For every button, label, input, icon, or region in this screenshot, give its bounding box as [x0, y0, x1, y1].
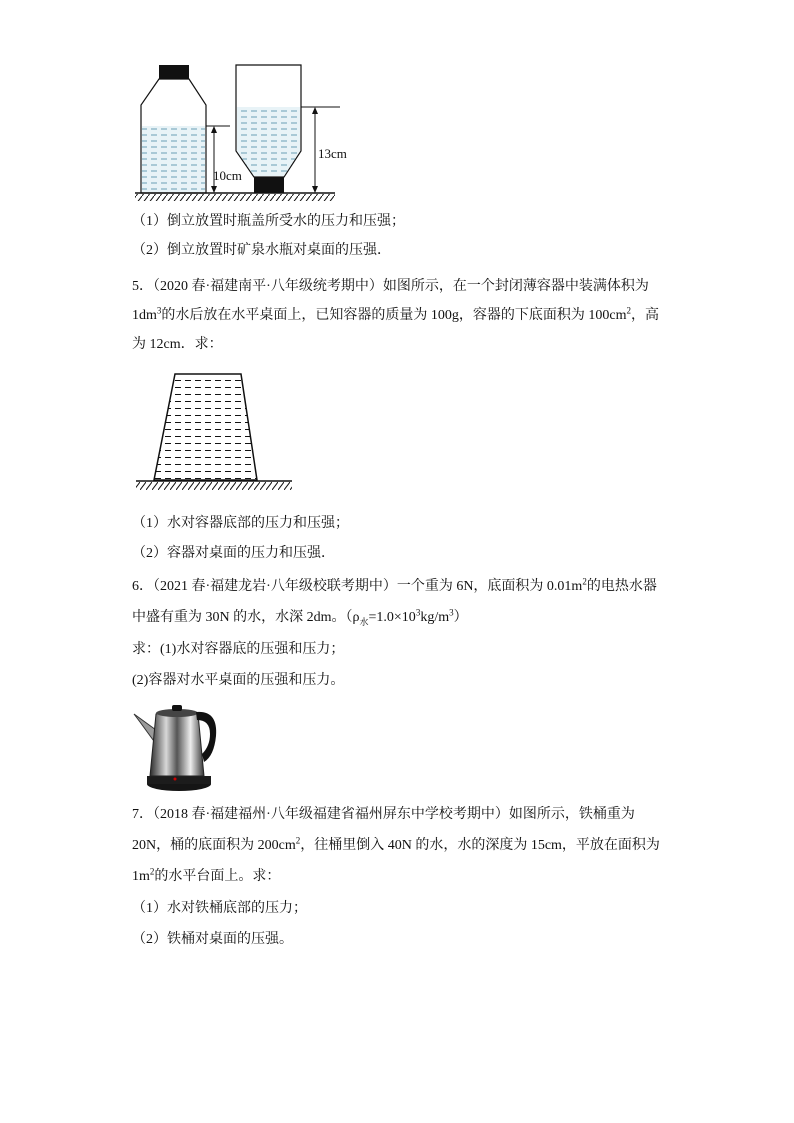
- problem7-q1: （1）水对铁桶底部的压力；: [132, 901, 307, 916]
- problem7-line3: $1m^2$的水平台面上。求：: [132, 866, 281, 884]
- container-diagram: [134, 370, 294, 496]
- bottle-cap-upright: [159, 65, 189, 79]
- label-13cm: 13cm: [318, 146, 347, 161]
- ground-hatch: [135, 194, 335, 201]
- problem5-q2: （2）容器对桌面的压力和压强．: [132, 546, 335, 561]
- problem6-line2: 中盛有重为 30N 的水，水深 2dm。$(\rho_水=1.0\times 10^3kg/m^3)$: [132, 607, 468, 627]
- problem6-q2: (2)容器对水平桌面的压强和压力。: [132, 673, 345, 688]
- container-figure: [134, 370, 294, 496]
- kettle-spout: [134, 714, 156, 744]
- bottle-diagram: [130, 60, 360, 202]
- kettle-figure: [132, 700, 222, 792]
- ground-hatch-2: [136, 482, 292, 490]
- problem5-line1: 5．（2020 春·福建南平·八年级统考期中）如图所示，在一个封闭薄容器中装满体积为: [132, 279, 649, 294]
- problem7-q2: （2）铁桶对桌面的压强。: [132, 932, 293, 947]
- kettle-body: [150, 710, 204, 776]
- bottle-cap-inverted: [254, 177, 284, 193]
- problem7-line2: 20N，桶的底面积为 $200cm^2$，往桶里倒入 40N 的水，水的深度为 15cm，平放在面积为: [132, 835, 660, 853]
- kettle-light: [174, 778, 177, 781]
- problem5-q1: （1）水对容器底部的压力和压强；: [132, 516, 349, 531]
- label-10cm: 10cm: [213, 168, 242, 183]
- problem6-q1: 求：(1)水对容器底的压强和压力；: [132, 642, 345, 657]
- problem7-line1: 7．（2018 春·福建福州·八年级福建省福州屏东中学校考期中）如图所示，铁桶重为: [132, 807, 635, 822]
- kettle-image: [132, 700, 222, 792]
- trapezoid-container: [154, 374, 257, 480]
- bottle-figure: [130, 60, 360, 202]
- problem4-q1: （1）倒立放置时瓶盖所受水的压力和压强；: [132, 214, 405, 229]
- problem4-q2: （2）倒立放置时矿泉水瓶对桌面的压强．: [132, 243, 391, 258]
- problem6-line1: 6．（2021 春·福建龙岩·八年级校联考期中）一个重为 6N，底面积为 $0.01m^2$的电热水器: [132, 576, 657, 594]
- problem5-line2: $1dm^3$的水后放在水平桌面上，已知容器的质量为 100g，容器的下底面积为 $100cm^2$，高: [132, 305, 659, 323]
- problem5-line3: 为 12cm．求：: [132, 337, 223, 352]
